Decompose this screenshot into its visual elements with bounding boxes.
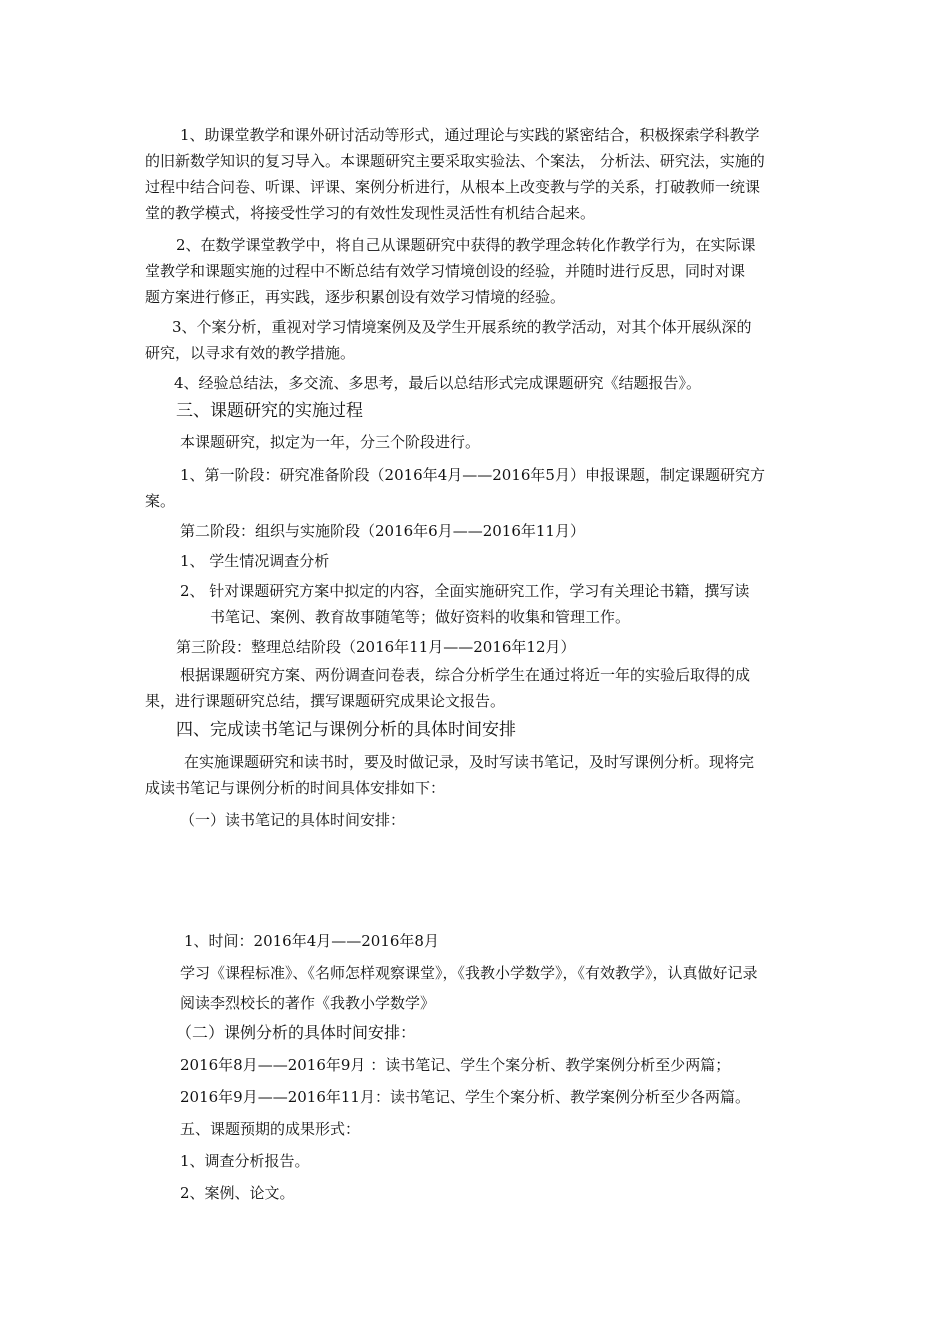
stage-2-item-1: 1、 学生情况调查分析 <box>180 552 330 570</box>
method-2-line-3: 题方案进行修正，再实践，逐步积累创设有效学习情境的经验。 <box>145 288 566 306</box>
method-4-line: 4、经验总结法，多交流、多思考，最后以总结形式完成课题研究《结题报告》。 <box>174 374 702 392</box>
stage-1-line-2: 案。 <box>145 492 176 510</box>
method-1-line-2: 的旧新数学知识的复习导入。本课题研究主要采取实验法、个案法， 分析法、研究法，实施的 <box>145 152 765 170</box>
section-4-heading: 四、完成读书笔记与课例分析的具体时间安排 <box>176 720 516 740</box>
method-2-line-1: 2、在数学课堂教学中，将自己从课题研究中获得的教学理念转化作教学行为，在实际课 <box>176 236 756 254</box>
reading-books-line: 学习《课程标准》、《名师怎样观察课堂》，《我教小学数学》，《有效教学》，认真做好记录 <box>180 964 758 982</box>
stage-1-line-1: 1、第一阶段：研究准备阶段（2016年4月——2016年5月）申报课题，制定课题研究方 <box>180 466 765 484</box>
stage-3-heading: 第三阶段：整理总结阶段（2016年11月——2016年12月） <box>176 638 576 656</box>
outcome-item-1: 1、调查分析报告。 <box>180 1152 310 1170</box>
outcome-item-2: 2、案例、论文。 <box>180 1184 295 1202</box>
section-4-intro-line-2: 成读书笔记与课例分析的时间具体安排如下： <box>145 779 446 797</box>
reading-author-line: 阅读李烈校长的著作《我教小学数学》 <box>180 994 436 1012</box>
reading-notes-heading: （一）读书笔记的具体时间安排： <box>180 811 406 829</box>
method-2-line-2: 堂教学和课题实施的过程中不断总结有效学习情境创设的经验，并随时进行反思，同时对课 <box>145 262 746 280</box>
method-1-line-1: 1、助课堂教学和课外研讨活动等形式，通过理论与实践的紧密结合，积极探索学科教学 <box>180 126 760 144</box>
case-analysis-heading: （二）课例分析的具体时间安排： <box>176 1023 417 1042</box>
method-1-line-3: 过程中结合问卷、听课、评课、案例分析进行，从根本上改变教与学的关系，打破教师一统课 <box>145 178 761 196</box>
research-duration-line: 本课题研究，拟定为一年，分三个阶段进行。 <box>180 433 481 451</box>
section-3-heading: 三、课题研究的实施过程 <box>176 401 363 421</box>
stage-2-heading: 第二阶段：组织与实施阶段（2016年6月——2016年11月） <box>180 522 585 540</box>
method-1-line-4: 堂的教学模式，将接受性学习的有效性发现性灵活性有机结合起来。 <box>145 204 596 222</box>
section-5-heading: 五、课题预期的成果形式： <box>180 1120 361 1138</box>
stage-3-desc-line-1: 根据课题研究方案、两份调查问卷表，综合分析学生在通过将近一年的实验后取得的成 <box>180 666 751 684</box>
case-analysis-line-2: 2016年9月——2016年11月：读书笔记、学生个案分析、教学案例分析至少各两篇。 <box>180 1088 750 1106</box>
stage-2-item-2-line-1: 2、 针对课题研究方案中拟定的内容，全面实施研究工作，学习有关理论书籍，撰写读 <box>180 582 750 600</box>
stage-3-desc-line-2: 果，进行课题研究总结，撰写课题研究成果论文报告。 <box>145 692 506 710</box>
section-4-intro-line-1: 在实施课题研究和读书时，要及时做记录，及时写读书笔记，及时写课例分析。现将完 <box>184 753 755 771</box>
method-3-line-1: 3、个案分析，重视对学习情境案例及及学生开展系统的教学活动，对其个体开展纵深的 <box>172 318 752 336</box>
case-analysis-line-1: 2016年8月——2016年9月 ：读书笔记、学生个案分析、教学案例分析至少两篇； <box>180 1056 731 1074</box>
reading-time-line: 1、时间：2016年4月——2016年8月 <box>184 932 439 950</box>
method-3-line-2: 研究，以寻求有效的教学措施。 <box>145 344 356 362</box>
stage-2-item-2-line-2: 书笔记、案例、教育故事随笔等；做好资料的收集和管理工作。 <box>210 608 631 626</box>
